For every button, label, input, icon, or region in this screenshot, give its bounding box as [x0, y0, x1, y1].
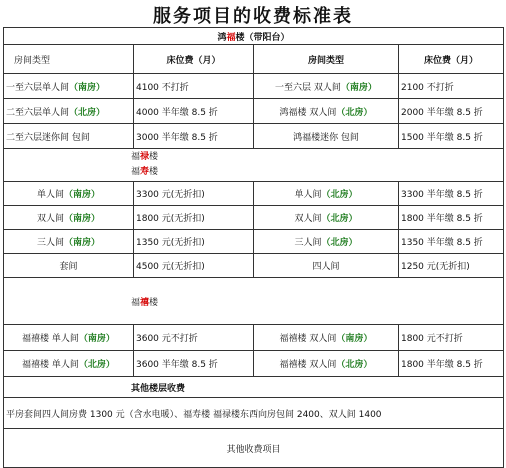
fee-cell: 4000 半年缴 8.5 折	[134, 99, 254, 124]
fee-cell: 1250 元(无折扣)	[399, 254, 504, 278]
fee-row	[4, 182, 504, 206]
room-type-cell	[4, 74, 134, 99]
orientation-tag: （北房）	[78, 360, 115, 370]
room-type-label: 三人间	[36, 238, 64, 248]
room-type-cell	[254, 74, 399, 99]
other-building-text-row	[4, 398, 504, 429]
fee-cell: 2100 不打折	[399, 74, 504, 99]
orientation-tag: （南房）	[64, 190, 101, 200]
room-type-cell	[254, 182, 399, 206]
room-type-label: 福禧楼 单人间	[22, 360, 79, 370]
building-banner-row	[4, 28, 504, 45]
fuxi-label: 福禧楼	[4, 278, 504, 325]
fee-cell: 3600 半年缴 8.5 折	[134, 351, 254, 377]
orientation-tag: （北房）	[321, 190, 358, 200]
hongfu-section	[4, 74, 504, 149]
orientation-tag: （南房）	[64, 238, 101, 248]
fee-cell: 2000 半年缴 8.5 折	[399, 99, 504, 124]
group2-label-row	[4, 149, 504, 182]
fee-cell: 3300 元(无折扣)	[134, 182, 254, 206]
group2-labels	[4, 149, 504, 182]
fee-table	[3, 27, 504, 468]
room-type-label: 套间	[59, 262, 78, 272]
group2-section	[4, 182, 504, 278]
building-banner: 鸿福楼（带阳台）	[4, 28, 504, 45]
fee-row	[4, 124, 504, 149]
fee-cell: 3300 半年缴 8.5 折	[399, 182, 504, 206]
orientation-tag: （北房）	[69, 107, 106, 118]
orientation-tag: （北房）	[321, 238, 358, 248]
group2-label-fulu: 福禄楼	[131, 152, 159, 162]
orientation-tag: （南房）	[64, 214, 101, 224]
room-type-cell	[254, 230, 399, 254]
room-type-cell	[254, 351, 399, 377]
fuxi-section	[4, 325, 504, 377]
fee-cell: 1800 半年缴 8.5 折	[399, 351, 504, 377]
room-type-label: 双人间	[36, 214, 64, 224]
orientation-tag: （南房）	[336, 334, 373, 344]
fee-cell: 3000 半年缴 8.5 折	[134, 124, 254, 149]
room-type-label: 四人间	[312, 262, 340, 272]
fee-cell: 3600 元不打折	[134, 325, 254, 351]
room-type-cell	[254, 325, 399, 351]
fee-row	[4, 254, 504, 278]
other-fees-title-row	[4, 429, 504, 468]
other-fees-title: 其他收费项目	[4, 429, 504, 468]
page-title: 服务项目的收费标准表	[153, 6, 353, 27]
room-type-cell	[4, 124, 134, 149]
room-type-cell	[4, 99, 134, 124]
room-type-label: 福禧楼 双人间	[279, 334, 337, 344]
room-type-label: 单人间	[36, 190, 64, 200]
fee-cell: 1500 半年缴 8.5 折	[399, 124, 504, 149]
other-building-text: 平房套间四人间房费 1300 元（含水电暖）、福寿楼 福禄楼东西向房包间 2400、双人间 1400	[4, 398, 504, 429]
orientation-tag: （南房）	[69, 82, 106, 93]
header-room-type-2: 房间类型	[254, 45, 399, 74]
room-type-cell	[4, 230, 134, 254]
fee-row	[4, 206, 504, 230]
header-fee: 床位费（月）	[134, 45, 254, 74]
fee-cell: 1800 元(无折扣)	[134, 206, 254, 230]
room-type-label: 二至六层迷你间 包间	[6, 132, 90, 143]
fee-row	[4, 351, 504, 377]
room-type-label: 福禧楼 单人间	[22, 334, 79, 344]
room-type-label: 单人间	[294, 190, 322, 200]
orientation-tag: （北房）	[321, 214, 358, 224]
other-building-title-row	[4, 377, 504, 398]
room-type-label: 一至六层 双人间	[275, 82, 341, 93]
room-type-label: 二至六层单人间	[6, 107, 70, 118]
orientation-tag: （南房）	[340, 82, 377, 93]
room-type-cell	[254, 206, 399, 230]
fee-cell: 1350 半年缴 8.5 折	[399, 230, 504, 254]
room-type-label: 鸿福楼 双人间	[279, 107, 337, 118]
room-type-cell	[4, 182, 134, 206]
fee-row	[4, 99, 504, 124]
fee-cell: 4500 元(无折扣)	[134, 254, 254, 278]
room-type-cell	[4, 254, 134, 278]
room-type-label: 双人间	[294, 214, 322, 224]
room-type-cell	[4, 351, 134, 377]
other-building-title: 其他楼层收费	[4, 377, 504, 398]
room-type-label: 鸿福楼迷你 包间	[293, 132, 359, 143]
room-type-cell	[4, 325, 134, 351]
fee-cell: 1800 半年缴 8.5 折	[399, 206, 504, 230]
fuxi-label-row	[4, 278, 504, 325]
header-room-type: 房间类型	[4, 45, 134, 74]
room-type-label: 一至六层单人间	[6, 82, 70, 93]
header-fee-2: 床位费（月）	[399, 45, 504, 74]
orientation-tag: （南房）	[78, 334, 115, 344]
fee-cell: 4100 不打折	[134, 74, 254, 99]
fee-row	[4, 230, 504, 254]
orientation-tag: （北房）	[336, 360, 373, 370]
orientation-tag: （北房）	[336, 107, 373, 118]
fee-cell: 1350 元(无折扣)	[134, 230, 254, 254]
room-type-cell	[254, 254, 399, 278]
fee-row	[4, 325, 504, 351]
room-type-cell	[254, 124, 399, 149]
group2-label-fushou: 福寿楼	[131, 167, 159, 177]
room-type-label: 三人间	[294, 238, 322, 248]
room-type-cell	[254, 99, 399, 124]
fee-row	[4, 74, 504, 99]
room-type-label: 福禧楼 双人间	[279, 360, 337, 370]
fee-cell: 1800 元不打折	[399, 325, 504, 351]
room-type-cell	[4, 206, 134, 230]
header-row	[4, 45, 504, 74]
